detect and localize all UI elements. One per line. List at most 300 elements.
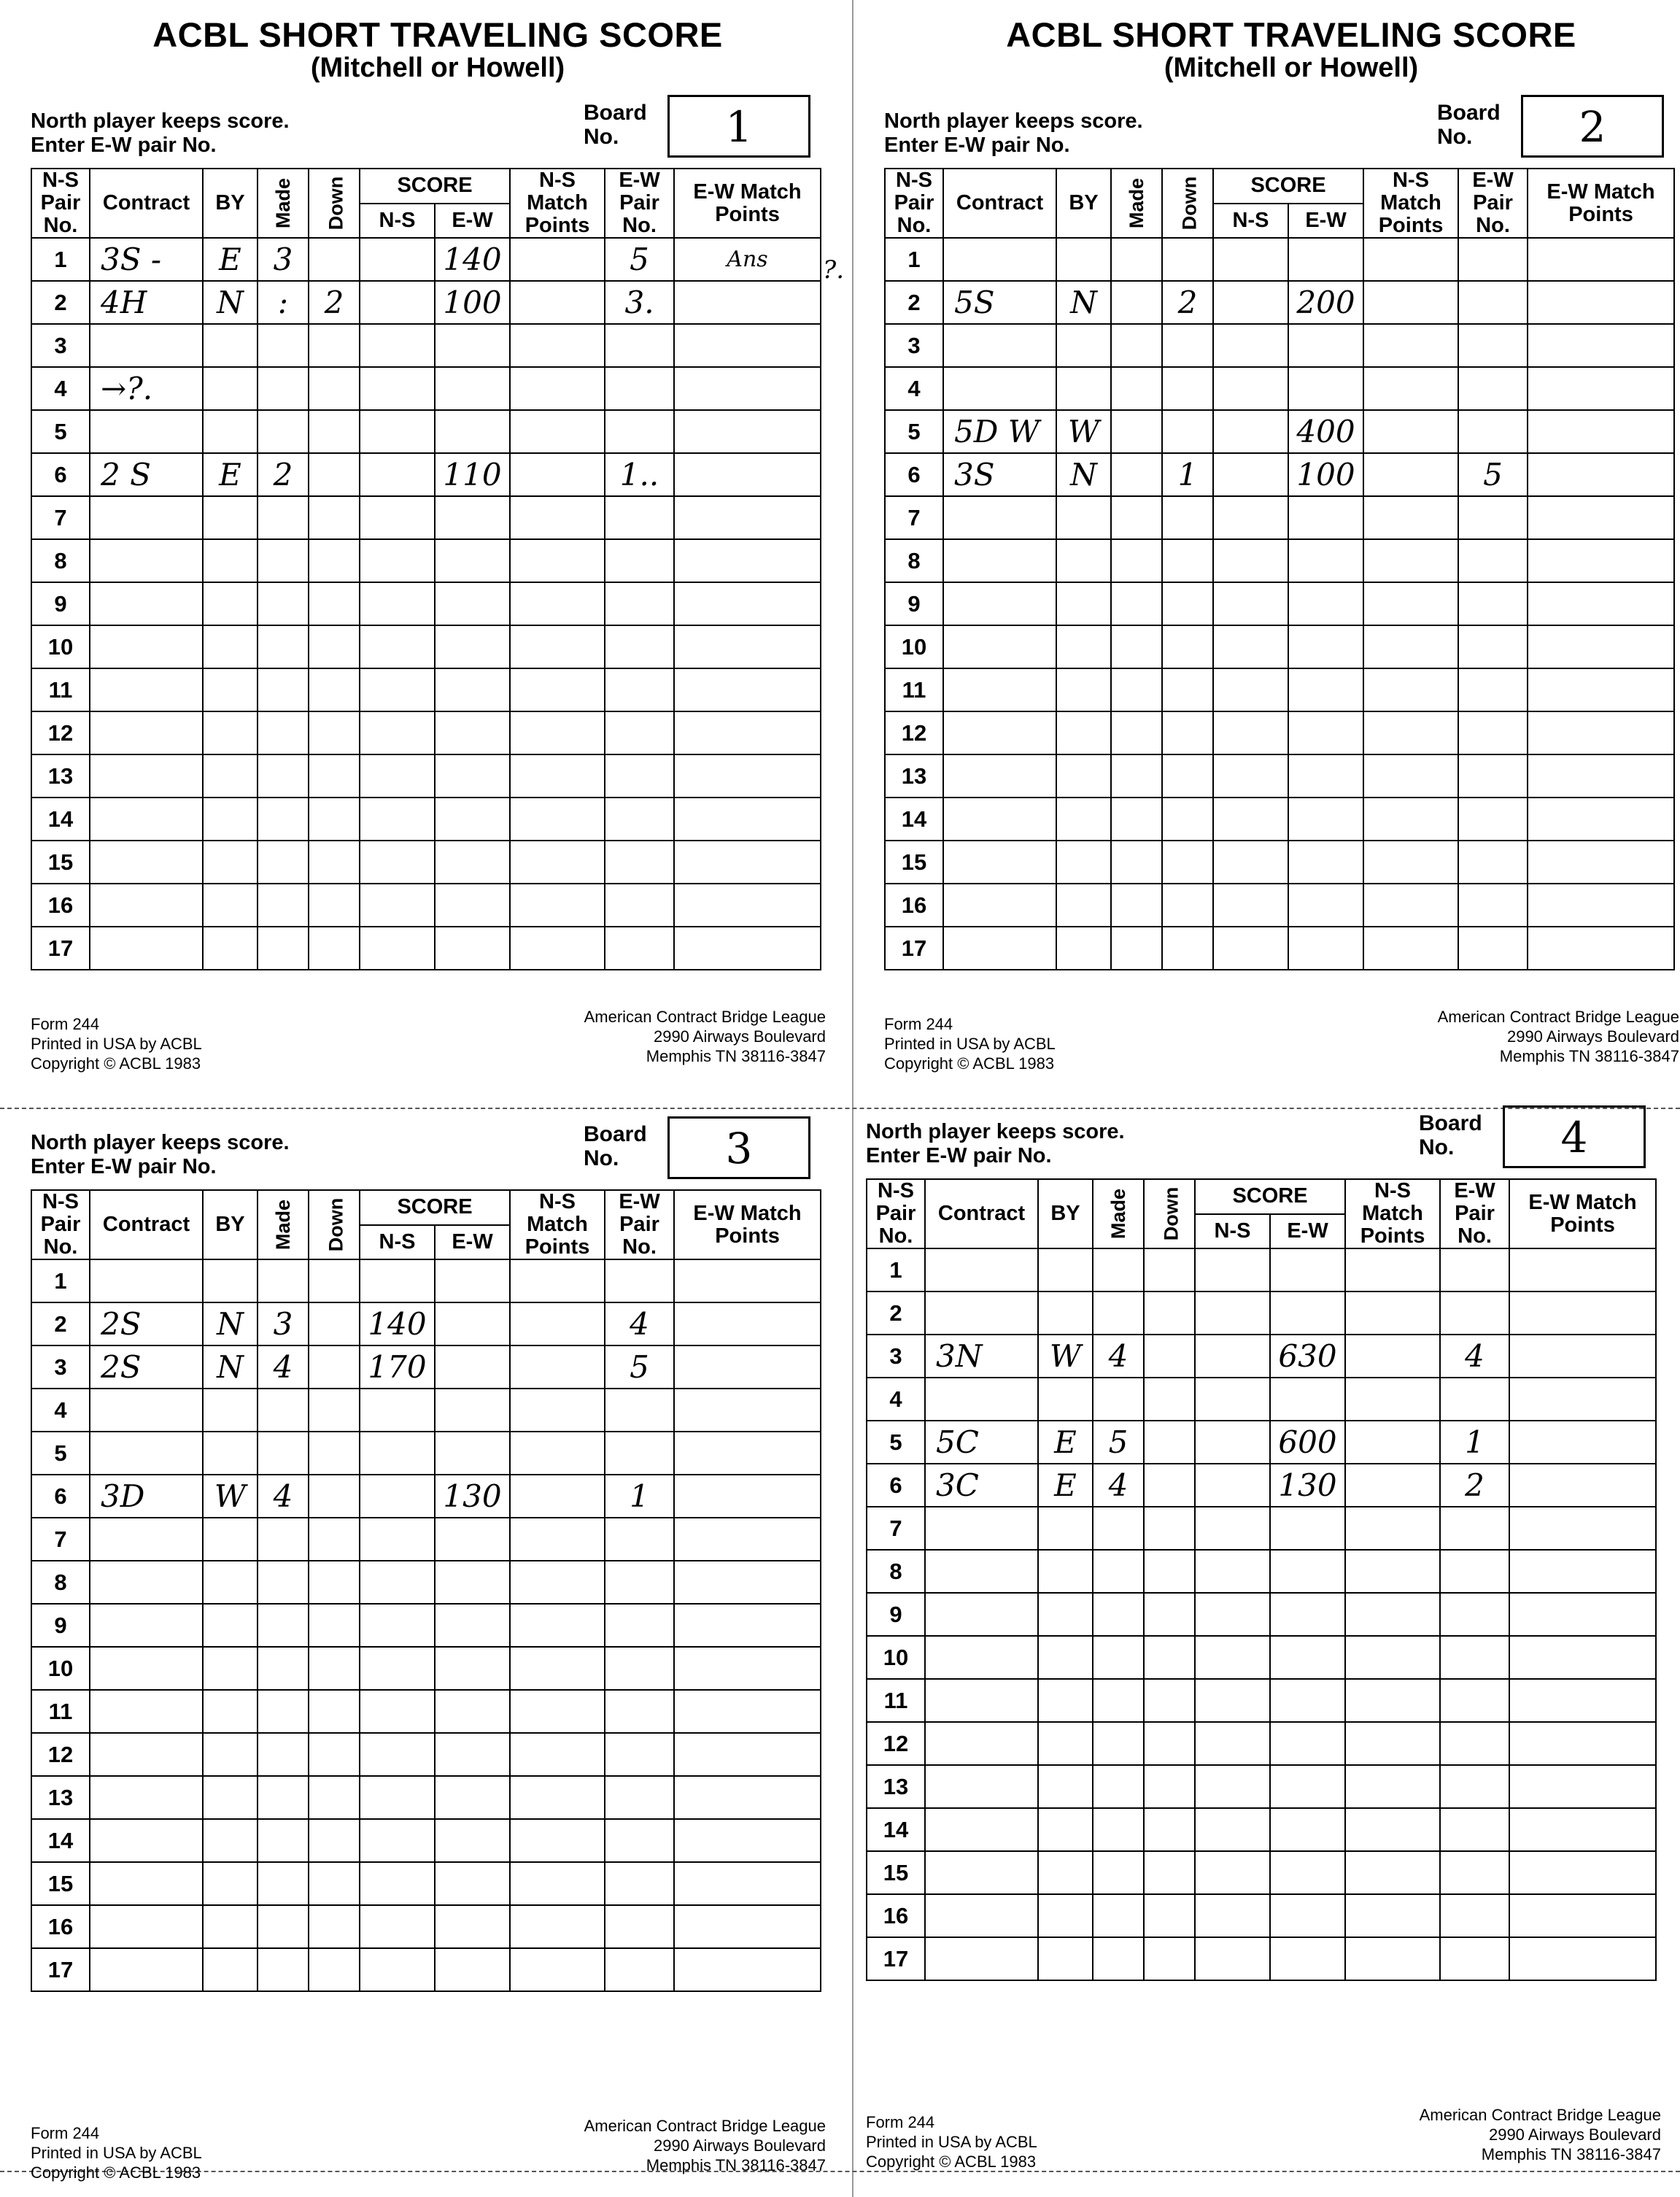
declarer-cell[interactable] (1038, 1378, 1093, 1421)
ns-match-points-cell[interactable] (510, 1518, 605, 1561)
ew-pair-cell[interactable] (605, 1561, 674, 1604)
declarer-cell[interactable] (1056, 625, 1111, 668)
score-ns-cell[interactable] (1195, 1291, 1270, 1335)
down-cell[interactable] (309, 711, 360, 754)
ew-pair-cell[interactable] (605, 1432, 674, 1475)
ns-match-points-cell[interactable] (510, 1819, 605, 1862)
ew-match-points-cell[interactable] (1528, 410, 1674, 453)
score-ew-cell[interactable] (1288, 841, 1363, 884)
made-cell[interactable] (258, 1733, 309, 1776)
down-cell[interactable] (309, 1259, 360, 1302)
down-cell[interactable] (309, 1862, 360, 1905)
ns-match-points-cell[interactable] (1345, 1808, 1440, 1851)
down-cell[interactable] (309, 582, 360, 625)
contract-cell[interactable] (943, 367, 1056, 410)
made-cell[interactable] (1093, 1679, 1144, 1722)
down-cell[interactable] (1144, 1248, 1195, 1291)
declarer-cell[interactable] (1038, 1636, 1093, 1679)
score-ns-cell[interactable] (360, 798, 435, 841)
score-ns-cell[interactable] (360, 1690, 435, 1733)
ew-match-points-cell[interactable] (674, 754, 821, 798)
made-cell[interactable] (1111, 625, 1162, 668)
score-ns-cell[interactable] (1213, 324, 1288, 367)
down-cell[interactable]: 1 (1162, 453, 1213, 496)
score-ew-cell[interactable] (435, 1432, 510, 1475)
score-ew-cell[interactable]: 600 (1270, 1421, 1345, 1464)
declarer-cell[interactable] (203, 1948, 258, 1991)
ew-pair-cell[interactable]: 5 (1458, 453, 1528, 496)
ns-match-points-cell[interactable] (510, 1302, 605, 1345)
made-cell[interactable] (1093, 1550, 1144, 1593)
ew-match-points-cell[interactable] (674, 1862, 821, 1905)
score-ew-cell[interactable] (435, 367, 510, 410)
ew-match-points-cell[interactable] (674, 1776, 821, 1819)
declarer-cell[interactable]: E (203, 453, 258, 496)
ns-match-points-cell[interactable] (510, 1905, 605, 1948)
ew-pair-cell[interactable] (605, 1776, 674, 1819)
ns-match-points-cell[interactable] (1363, 884, 1458, 927)
contract-cell[interactable] (925, 1636, 1038, 1679)
score-ew-cell[interactable] (1270, 1593, 1345, 1636)
made-cell[interactable] (1111, 324, 1162, 367)
made-cell[interactable] (1111, 754, 1162, 798)
score-ns-cell[interactable] (1195, 1550, 1270, 1593)
ew-pair-cell[interactable] (1440, 1679, 1509, 1722)
down-cell[interactable] (309, 1690, 360, 1733)
declarer-cell[interactable] (203, 410, 258, 453)
score-ew-cell[interactable] (1270, 1937, 1345, 1980)
contract-cell[interactable] (943, 754, 1056, 798)
down-cell[interactable] (309, 410, 360, 453)
made-cell[interactable] (258, 1561, 309, 1604)
ew-pair-cell[interactable]: 4 (605, 1302, 674, 1345)
ew-pair-cell[interactable] (605, 1690, 674, 1733)
ns-match-points-cell[interactable] (510, 410, 605, 453)
made-cell[interactable] (258, 1647, 309, 1690)
ew-match-points-cell[interactable] (674, 884, 821, 927)
declarer-cell[interactable] (203, 798, 258, 841)
declarer-cell[interactable] (1056, 668, 1111, 711)
ew-pair-cell[interactable] (1440, 1248, 1509, 1291)
made-cell[interactable] (1111, 453, 1162, 496)
down-cell[interactable] (309, 1604, 360, 1647)
ew-match-points-cell[interactable] (1528, 496, 1674, 539)
contract-cell[interactable] (925, 1248, 1038, 1291)
down-cell[interactable] (1144, 1937, 1195, 1980)
contract-cell[interactable] (925, 1937, 1038, 1980)
score-ns-cell[interactable] (360, 625, 435, 668)
made-cell[interactable] (258, 841, 309, 884)
score-ns-cell[interactable] (1213, 453, 1288, 496)
ew-match-points-cell[interactable] (674, 1604, 821, 1647)
contract-cell[interactable] (90, 798, 203, 841)
ns-match-points-cell[interactable] (1345, 1248, 1440, 1291)
ew-match-points-cell[interactable] (674, 582, 821, 625)
declarer-cell[interactable] (203, 1733, 258, 1776)
ew-match-points-cell[interactable] (1528, 582, 1674, 625)
score-ew-cell[interactable]: 100 (1288, 453, 1363, 496)
score-ew-cell[interactable] (1288, 754, 1363, 798)
ns-match-points-cell[interactable] (1345, 1851, 1440, 1894)
score-ew-cell[interactable] (1288, 798, 1363, 841)
contract-cell[interactable] (90, 1905, 203, 1948)
made-cell[interactable] (258, 625, 309, 668)
board-number-box[interactable]: 3 (667, 1116, 810, 1179)
made-cell[interactable] (258, 754, 309, 798)
ns-match-points-cell[interactable] (510, 367, 605, 410)
contract-cell[interactable] (90, 754, 203, 798)
contract-cell[interactable] (90, 1647, 203, 1690)
score-ns-cell[interactable] (1195, 1593, 1270, 1636)
score-ew-cell[interactable]: 200 (1288, 281, 1363, 324)
ew-match-points-cell[interactable] (1528, 841, 1674, 884)
ns-match-points-cell[interactable] (510, 1432, 605, 1475)
score-ew-cell[interactable] (1270, 1248, 1345, 1291)
down-cell[interactable] (309, 1819, 360, 1862)
score-ew-cell[interactable] (1270, 1507, 1345, 1550)
ew-pair-cell[interactable] (605, 711, 674, 754)
ew-pair-cell[interactable] (605, 367, 674, 410)
ew-pair-cell[interactable] (605, 927, 674, 970)
down-cell[interactable] (1162, 668, 1213, 711)
score-ew-cell[interactable] (1270, 1765, 1345, 1808)
made-cell[interactable] (258, 582, 309, 625)
down-cell[interactable] (1162, 582, 1213, 625)
ew-match-points-cell[interactable] (1509, 1593, 1656, 1636)
score-ew-cell[interactable] (435, 711, 510, 754)
made-cell[interactable] (1111, 927, 1162, 970)
board-number-box[interactable]: 1 (667, 95, 810, 158)
score-ns-cell[interactable] (1195, 1894, 1270, 1937)
down-cell[interactable] (1144, 1550, 1195, 1593)
score-ew-cell[interactable] (1270, 1550, 1345, 1593)
down-cell[interactable] (1162, 798, 1213, 841)
made-cell[interactable] (1093, 1808, 1144, 1851)
score-ew-cell[interactable] (435, 324, 510, 367)
ew-match-points-cell[interactable] (674, 1518, 821, 1561)
score-ew-cell[interactable] (1288, 539, 1363, 582)
score-ns-cell[interactable] (1195, 1937, 1270, 1980)
contract-cell[interactable] (90, 1819, 203, 1862)
ns-match-points-cell[interactable] (510, 884, 605, 927)
made-cell[interactable] (258, 1776, 309, 1819)
declarer-cell[interactable] (1056, 238, 1111, 281)
score-ns-cell[interactable] (360, 1776, 435, 1819)
score-ns-cell[interactable] (1213, 754, 1288, 798)
ew-pair-cell[interactable] (605, 496, 674, 539)
declarer-cell[interactable]: N (203, 1302, 258, 1345)
score-ew-cell[interactable] (1288, 324, 1363, 367)
score-ew-cell[interactable] (1270, 1894, 1345, 1937)
contract-cell[interactable] (90, 582, 203, 625)
score-ew-cell[interactable] (435, 884, 510, 927)
made-cell[interactable] (1093, 1851, 1144, 1894)
contract-cell[interactable] (943, 927, 1056, 970)
ew-match-points-cell[interactable] (674, 841, 821, 884)
declarer-cell[interactable] (1056, 539, 1111, 582)
ew-pair-cell[interactable] (1458, 798, 1528, 841)
ew-match-points-cell[interactable] (674, 1948, 821, 1991)
score-ns-cell[interactable] (360, 1432, 435, 1475)
made-cell[interactable] (1111, 841, 1162, 884)
score-ns-cell[interactable] (1213, 841, 1288, 884)
score-ew-cell[interactable] (1270, 1722, 1345, 1765)
ew-pair-cell[interactable] (1440, 1378, 1509, 1421)
ew-match-points-cell[interactable] (1509, 1507, 1656, 1550)
made-cell[interactable]: 3 (258, 1302, 309, 1345)
score-ns-cell[interactable] (360, 582, 435, 625)
contract-cell[interactable] (925, 1507, 1038, 1550)
score-ew-cell[interactable] (1270, 1679, 1345, 1722)
ew-pair-cell[interactable] (1458, 625, 1528, 668)
score-ns-cell[interactable] (1195, 1808, 1270, 1851)
made-cell[interactable] (1111, 496, 1162, 539)
ew-pair-cell[interactable] (605, 1259, 674, 1302)
ew-match-points-cell[interactable] (674, 1345, 821, 1389)
contract-cell[interactable] (943, 668, 1056, 711)
ew-pair-cell[interactable] (1458, 668, 1528, 711)
made-cell[interactable] (258, 539, 309, 582)
contract-cell[interactable]: 2 S (90, 453, 203, 496)
score-ns-cell[interactable] (360, 1647, 435, 1690)
declarer-cell[interactable] (1056, 841, 1111, 884)
ew-pair-cell[interactable] (605, 582, 674, 625)
made-cell[interactable] (1111, 281, 1162, 324)
ew-pair-cell[interactable] (605, 884, 674, 927)
ns-match-points-cell[interactable] (510, 238, 605, 281)
declarer-cell[interactable] (1038, 1937, 1093, 1980)
made-cell[interactable] (1093, 1937, 1144, 1980)
down-cell[interactable] (1162, 238, 1213, 281)
score-ew-cell[interactable]: 110 (435, 453, 510, 496)
contract-cell[interactable] (925, 1550, 1038, 1593)
declarer-cell[interactable] (203, 496, 258, 539)
down-cell[interactable] (309, 927, 360, 970)
made-cell[interactable] (258, 798, 309, 841)
contract-cell[interactable] (90, 539, 203, 582)
score-ns-cell[interactable] (360, 1819, 435, 1862)
contract-cell[interactable] (925, 1808, 1038, 1851)
made-cell[interactable] (258, 1432, 309, 1475)
ew-pair-cell[interactable] (1458, 884, 1528, 927)
ew-match-points-cell[interactable] (1509, 1291, 1656, 1335)
score-ns-cell[interactable] (1195, 1335, 1270, 1378)
ns-match-points-cell[interactable] (1363, 496, 1458, 539)
ew-pair-cell[interactable] (1458, 582, 1528, 625)
score-ew-cell[interactable] (1288, 238, 1363, 281)
declarer-cell[interactable]: W (203, 1475, 258, 1518)
down-cell[interactable] (1162, 496, 1213, 539)
ns-match-points-cell[interactable] (1345, 1464, 1440, 1507)
score-ns-cell[interactable] (1195, 1722, 1270, 1765)
declarer-cell[interactable] (1056, 582, 1111, 625)
score-ns-cell[interactable] (360, 1862, 435, 1905)
declarer-cell[interactable]: E (203, 238, 258, 281)
declarer-cell[interactable] (203, 754, 258, 798)
score-ns-cell[interactable] (1195, 1464, 1270, 1507)
score-ew-cell[interactable] (435, 1690, 510, 1733)
made-cell[interactable] (258, 410, 309, 453)
contract-cell[interactable] (90, 625, 203, 668)
contract-cell[interactable]: 5C (925, 1421, 1038, 1464)
ew-match-points-cell[interactable] (1509, 1851, 1656, 1894)
down-cell[interactable] (309, 1647, 360, 1690)
ns-match-points-cell[interactable] (510, 754, 605, 798)
declarer-cell[interactable] (203, 1518, 258, 1561)
score-ns-cell[interactable] (1195, 1679, 1270, 1722)
score-ew-cell[interactable] (435, 539, 510, 582)
made-cell[interactable] (258, 1518, 309, 1561)
score-ew-cell[interactable] (435, 841, 510, 884)
score-ew-cell[interactable] (1270, 1636, 1345, 1679)
score-ns-cell[interactable] (360, 410, 435, 453)
score-ew-cell[interactable] (1288, 625, 1363, 668)
made-cell[interactable] (258, 1905, 309, 1948)
ns-match-points-cell[interactable] (1363, 841, 1458, 884)
score-ew-cell[interactable]: 130 (435, 1475, 510, 1518)
ew-match-points-cell[interactable] (1528, 798, 1674, 841)
ns-match-points-cell[interactable] (510, 1259, 605, 1302)
ew-pair-cell[interactable]: 1.. (605, 453, 674, 496)
ew-pair-cell[interactable] (605, 324, 674, 367)
declarer-cell[interactable] (203, 1561, 258, 1604)
made-cell[interactable] (258, 496, 309, 539)
contract-cell[interactable] (943, 582, 1056, 625)
score-ew-cell[interactable] (435, 1819, 510, 1862)
ew-match-points-cell[interactable] (674, 798, 821, 841)
score-ew-cell[interactable] (1288, 496, 1363, 539)
ew-pair-cell[interactable] (605, 1862, 674, 1905)
contract-cell[interactable] (90, 884, 203, 927)
contract-cell[interactable] (943, 539, 1056, 582)
ns-match-points-cell[interactable] (1363, 798, 1458, 841)
contract-cell[interactable] (925, 1894, 1038, 1937)
contract-cell[interactable]: 3N (925, 1335, 1038, 1378)
contract-cell[interactable] (925, 1851, 1038, 1894)
score-ns-cell[interactable] (1195, 1636, 1270, 1679)
ns-match-points-cell[interactable] (510, 625, 605, 668)
ns-match-points-cell[interactable] (1363, 281, 1458, 324)
score-ns-cell[interactable]: 170 (360, 1345, 435, 1389)
declarer-cell[interactable] (1056, 798, 1111, 841)
declarer-cell[interactable] (203, 1819, 258, 1862)
ew-match-points-cell[interactable] (1528, 367, 1674, 410)
ns-match-points-cell[interactable] (510, 1475, 605, 1518)
score-ew-cell[interactable] (435, 1862, 510, 1905)
score-ew-cell[interactable] (1270, 1808, 1345, 1851)
declarer-cell[interactable] (1056, 711, 1111, 754)
contract-cell[interactable] (90, 324, 203, 367)
score-ns-cell[interactable] (360, 539, 435, 582)
down-cell[interactable] (309, 798, 360, 841)
declarer-cell[interactable]: E (1038, 1421, 1093, 1464)
ew-pair-cell[interactable] (605, 1518, 674, 1561)
declarer-cell[interactable] (203, 625, 258, 668)
declarer-cell[interactable] (1056, 884, 1111, 927)
made-cell[interactable] (1111, 711, 1162, 754)
down-cell[interactable] (309, 754, 360, 798)
made-cell[interactable] (1093, 1378, 1144, 1421)
declarer-cell[interactable] (203, 324, 258, 367)
down-cell[interactable] (1144, 1765, 1195, 1808)
ew-match-points-cell[interactable] (674, 1647, 821, 1690)
board-number-box[interactable]: 2 (1521, 95, 1664, 158)
made-cell[interactable] (258, 1690, 309, 1733)
declarer-cell[interactable] (203, 1604, 258, 1647)
ew-match-points-cell[interactable] (674, 625, 821, 668)
score-ns-cell[interactable] (1213, 711, 1288, 754)
contract-cell[interactable]: 4H (90, 281, 203, 324)
score-ns-cell[interactable] (360, 367, 435, 410)
declarer-cell[interactable]: N (1056, 281, 1111, 324)
contract-cell[interactable]: 3D (90, 1475, 203, 1518)
score-ew-cell[interactable] (435, 1302, 510, 1345)
contract-cell[interactable] (925, 1378, 1038, 1421)
ns-match-points-cell[interactable] (1345, 1378, 1440, 1421)
ns-match-points-cell[interactable] (1345, 1636, 1440, 1679)
score-ns-cell[interactable] (1213, 884, 1288, 927)
score-ns-cell[interactable] (360, 884, 435, 927)
contract-cell[interactable] (90, 1776, 203, 1819)
score-ns-cell[interactable] (360, 496, 435, 539)
score-ns-cell[interactable] (1195, 1851, 1270, 1894)
declarer-cell[interactable]: N (203, 1345, 258, 1389)
score-ew-cell[interactable] (1288, 927, 1363, 970)
declarer-cell[interactable]: W (1038, 1335, 1093, 1378)
ns-match-points-cell[interactable] (510, 281, 605, 324)
contract-cell[interactable] (90, 1432, 203, 1475)
ns-match-points-cell[interactable] (510, 1733, 605, 1776)
ew-match-points-cell[interactable] (674, 1819, 821, 1862)
score-ew-cell[interactable] (435, 1259, 510, 1302)
ew-match-points-cell[interactable] (674, 1302, 821, 1345)
declarer-cell[interactable] (203, 1647, 258, 1690)
ew-match-points-cell[interactable] (1509, 1679, 1656, 1722)
ns-match-points-cell[interactable] (510, 1604, 605, 1647)
ew-match-points-cell[interactable] (674, 1690, 821, 1733)
ew-pair-cell[interactable]: 4 (1440, 1335, 1509, 1378)
score-ns-cell[interactable] (360, 1604, 435, 1647)
declarer-cell[interactable] (1038, 1291, 1093, 1335)
ew-match-points-cell[interactable] (1509, 1894, 1656, 1937)
down-cell[interactable] (1162, 367, 1213, 410)
declarer-cell[interactable] (1038, 1765, 1093, 1808)
made-cell[interactable] (1093, 1636, 1144, 1679)
score-ew-cell[interactable] (435, 625, 510, 668)
down-cell[interactable] (1144, 1593, 1195, 1636)
declarer-cell[interactable] (203, 1776, 258, 1819)
declarer-cell[interactable] (203, 884, 258, 927)
ns-match-points-cell[interactable] (510, 927, 605, 970)
ns-match-points-cell[interactable] (1363, 367, 1458, 410)
ew-pair-cell[interactable] (1440, 1808, 1509, 1851)
down-cell[interactable] (1162, 324, 1213, 367)
ew-pair-cell[interactable] (605, 1819, 674, 1862)
contract-cell[interactable] (925, 1722, 1038, 1765)
ns-match-points-cell[interactable] (510, 1647, 605, 1690)
score-ew-cell[interactable] (1288, 668, 1363, 711)
declarer-cell[interactable] (1038, 1894, 1093, 1937)
score-ns-cell[interactable] (1213, 798, 1288, 841)
contract-cell[interactable] (90, 1733, 203, 1776)
down-cell[interactable] (1144, 1851, 1195, 1894)
down-cell[interactable] (1162, 927, 1213, 970)
made-cell[interactable] (1111, 798, 1162, 841)
score-ew-cell[interactable] (1270, 1851, 1345, 1894)
down-cell[interactable] (1144, 1378, 1195, 1421)
declarer-cell[interactable]: N (1056, 453, 1111, 496)
ew-match-points-cell[interactable] (674, 711, 821, 754)
